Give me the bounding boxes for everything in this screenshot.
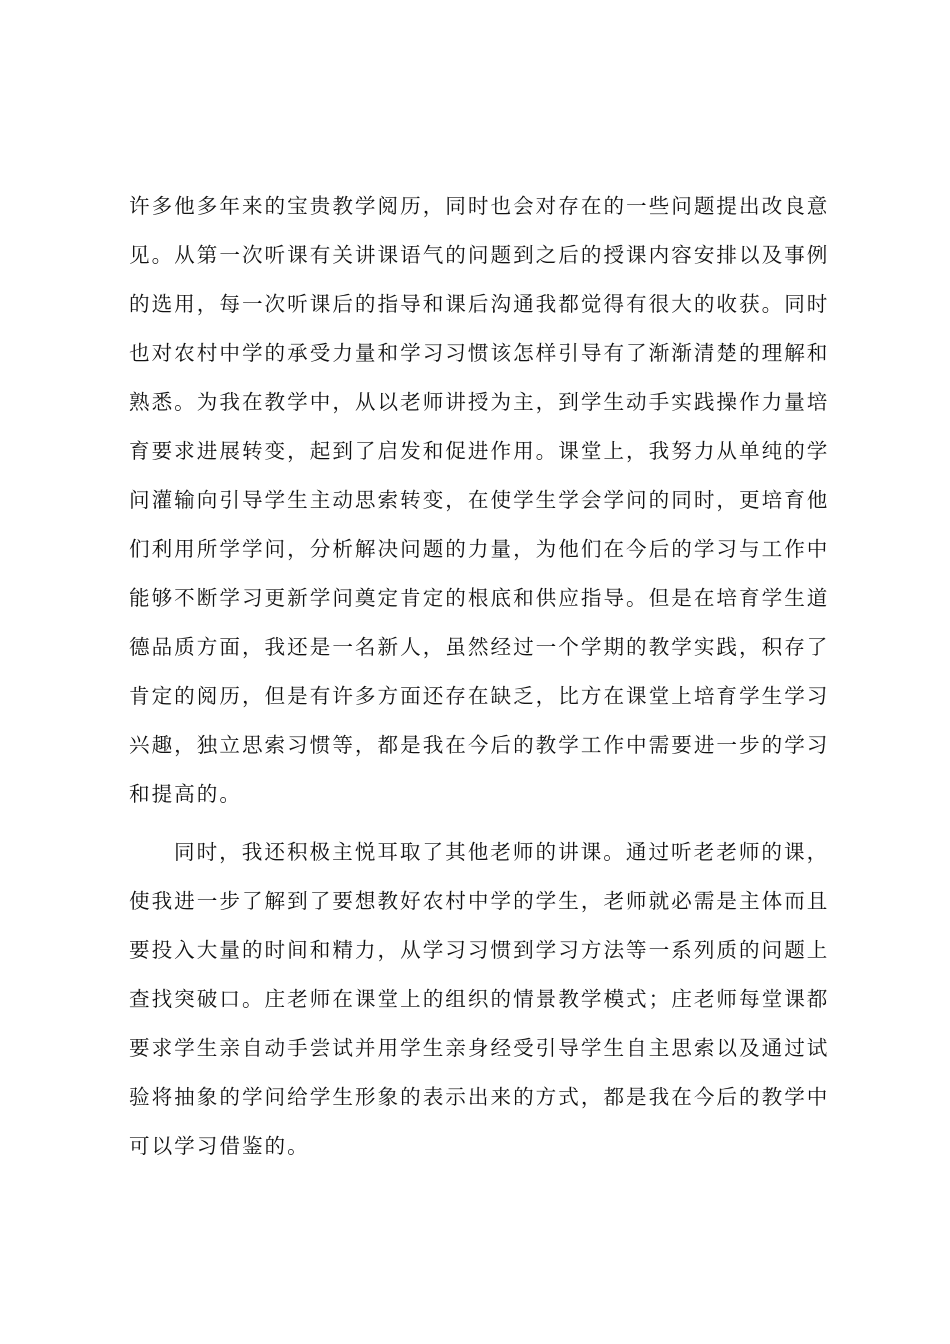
text-line: 熟悉。为我在教学中，从以老师讲授为主，到学生动手实践操作力量培 <box>129 390 830 414</box>
text-line: 能够不断学习更新学问奠定肯定的根底和供应指导。但是在培育学生道 <box>129 586 830 610</box>
text-line: 也对农村中学的承受力量和学习习惯该怎样引导有了渐渐清楚的理解和 <box>129 341 830 365</box>
text-line: 可以学习借鉴的。 <box>129 1134 310 1158</box>
text-line: 肯定的阅历，但是有许多方面还存在缺乏，比方在课堂上培育学生学习 <box>129 684 830 708</box>
text-line: 和提高的。 <box>129 782 242 806</box>
text-line: 要投入大量的时间和精力，从学习习惯到学习方法等一系列质的问题上 <box>129 938 830 962</box>
paragraph-2 <box>129 828 829 1171</box>
text-line: 见。从第一次听课有关讲课语气的问题到之后的授课内容安排以及事例 <box>129 243 830 267</box>
text-line: 同时，我还积极主悦耳取了其他老师的讲课。通过听老老师的课， <box>174 840 830 864</box>
text-line: 查找突破口。庄老师在课堂上的组织的情景教学模式；庄老师每堂课都 <box>129 987 830 1011</box>
text-line: 们利用所学学问，分析解决问题的力量，为他们在今后的学习与工作中 <box>129 537 830 561</box>
text-line: 验将抽象的学问给学生形象的表示出来的方式，都是我在今后的教学中 <box>129 1085 830 1109</box>
text-line: 使我进一步了解到了要想教好农村中学的学生，老师就必需是主体而且 <box>129 889 830 913</box>
text-line: 要求学生亲自动手尝试并用学生亲身经受引导学生自主思索以及通过试 <box>129 1036 830 1060</box>
text-line: 德品质方面，我还是一名新人，虽然经过一个学期的教学实践，积存了 <box>129 635 830 659</box>
text-line: 育要求进展转变，起到了启发和促进作用。课堂上，我努力从单纯的学 <box>129 439 830 463</box>
paragraph-1 <box>129 182 829 819</box>
text-line: 许多他多年来的宝贵教学阅历，同时也会对存在的一些问题提出改良意 <box>129 194 830 218</box>
text-line: 的选用，每一次听课后的指导和课后沟通我都觉得有很大的收获。同时 <box>129 292 830 316</box>
text-line: 兴趣，独立思索习惯等，都是我在今后的教学工作中需要进一步的学习 <box>129 733 830 757</box>
text-line: 问灌输向引导学生主动思索转变，在使学生学会学问的同时，更培育他 <box>129 488 830 512</box>
